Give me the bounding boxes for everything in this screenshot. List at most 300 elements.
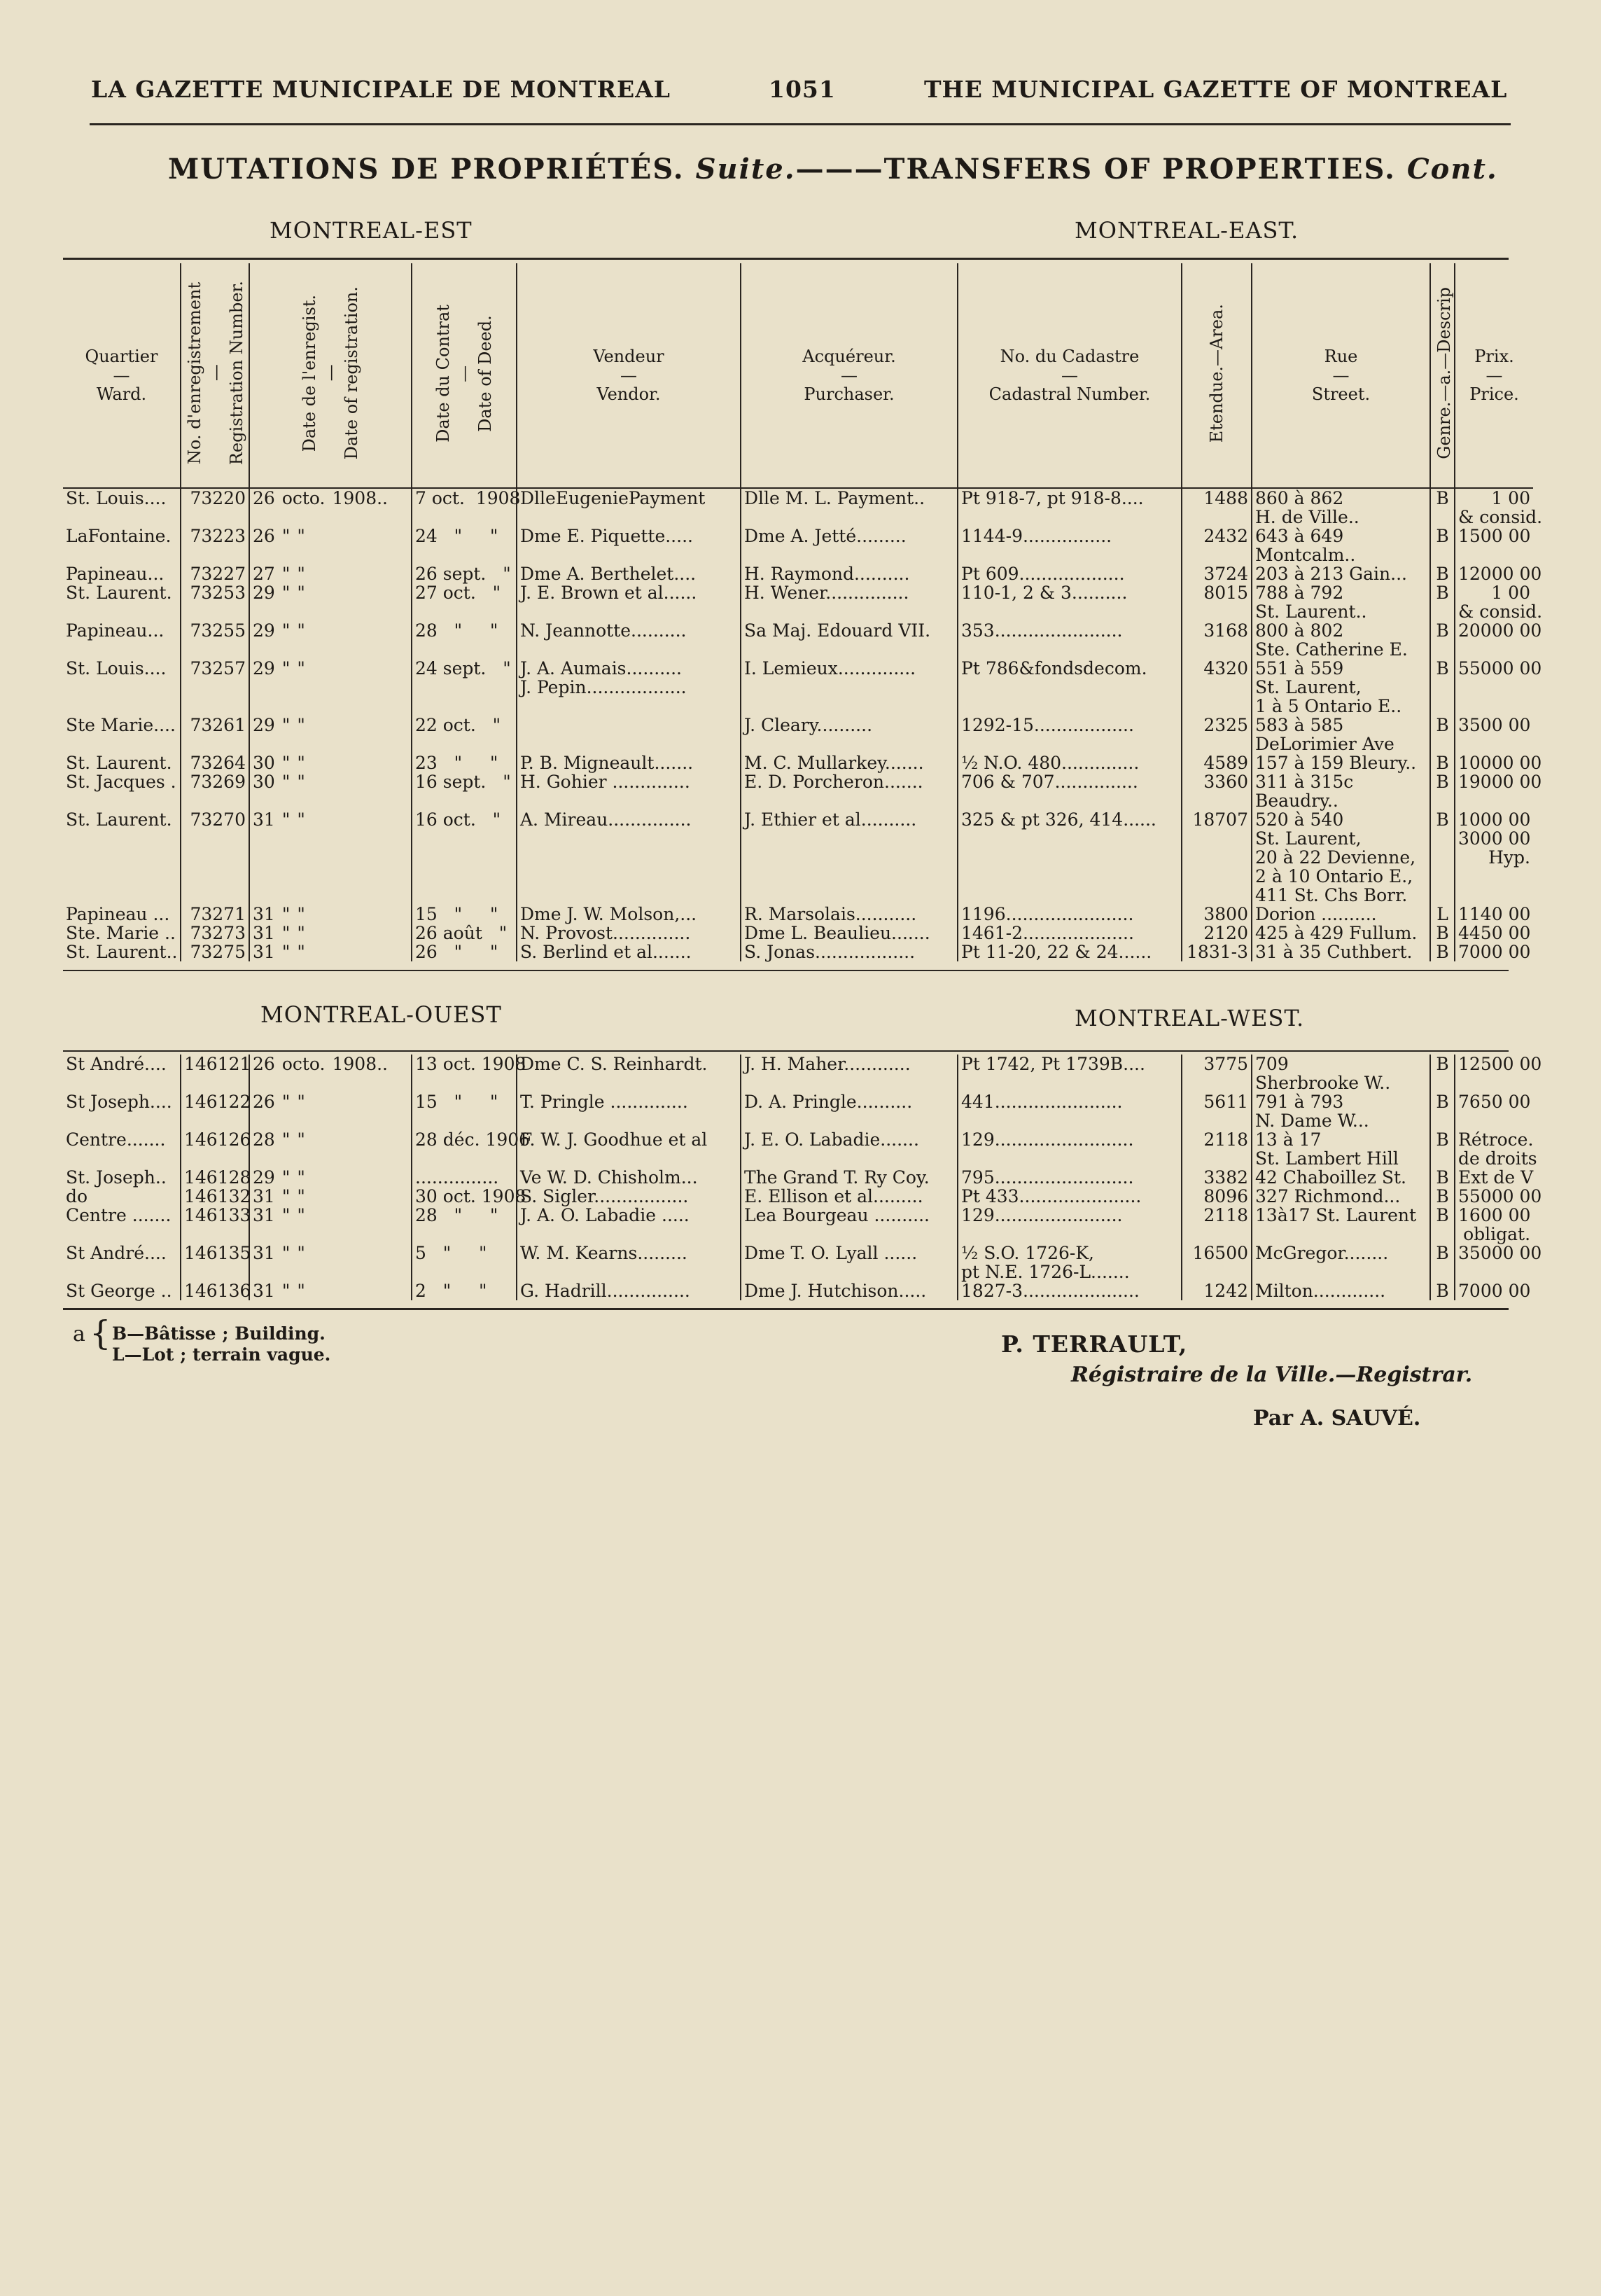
area-cell-text: 16500 — [1192, 1243, 1249, 1263]
deeddate-cell-text: 26 août " — [415, 923, 508, 943]
regdate-cell — [249, 716, 412, 753]
regno-cell-text: 73269 — [190, 772, 246, 792]
ward-cell — [63, 924, 181, 942]
deeddate-cell — [412, 1092, 517, 1130]
vendor-cell — [517, 1130, 741, 1168]
regdate-day: 31 — [253, 1186, 275, 1206]
area-cell — [1182, 527, 1252, 564]
deeddate-cell-text: 27 oct. " — [415, 583, 501, 603]
ward-cell-text: Papineau... — [66, 620, 165, 641]
col-genre-header: Genre.—a.—Descrip — [1430, 263, 1455, 488]
street-cell — [1252, 1055, 1430, 1092]
regdate-cell — [249, 1206, 412, 1244]
regdate-month: " — [281, 658, 291, 679]
ward-cell-text: St. Laurent. — [66, 809, 172, 830]
area-cell-text: 2118 — [1203, 1205, 1249, 1225]
deeddate-cell-text: 28 " " — [415, 620, 498, 641]
regdate-year: " — [297, 564, 305, 584]
regdate-day: 28 — [253, 1129, 275, 1150]
genre-cell — [1430, 772, 1455, 810]
vendor-cell — [517, 1281, 741, 1300]
vendor-cell — [517, 583, 741, 621]
deeddate-cell — [412, 772, 517, 810]
purchaser-cell — [741, 583, 958, 621]
vendor-cell-text: H. Gohier .............. — [520, 772, 690, 792]
purchaser-cell — [741, 810, 958, 905]
regdate-year: " — [297, 1186, 305, 1206]
area-cell — [1182, 1244, 1252, 1281]
col-regno-header: No. d'enregistrement — Registration Number. — [181, 263, 249, 488]
regdate-year: " — [297, 1129, 305, 1150]
cadastral-cell-text: Pt 433...................... — [961, 1186, 1142, 1206]
purchaser-cell-text: H. Wener............... — [744, 583, 909, 603]
table-row — [63, 942, 1533, 961]
legend-brace: { — [90, 1314, 111, 1353]
ward-cell-text: St. Laurent. — [66, 583, 172, 603]
vendor-cell — [517, 942, 741, 961]
deeddate-cell-text: 2 " " — [415, 1281, 487, 1301]
ward-cell — [63, 1055, 181, 1092]
cadastral-cell-text: 110-1, 2 & 3.......... — [961, 583, 1128, 603]
price-cell-text: 12000 00 — [1458, 564, 1542, 584]
cadastral-cell — [958, 753, 1182, 772]
cadastral-cell-text: 353....................... — [961, 620, 1123, 641]
cadastral-cell-text: ½ N.O. 480.............. — [961, 753, 1140, 773]
ward-cell-text: Centre....... — [66, 1129, 166, 1150]
regdate-year: " — [297, 1167, 305, 1188]
genre-cell — [1430, 1055, 1455, 1092]
vendor-cell-text: T. Pringle .............. — [520, 1092, 688, 1112]
header-left: LA GAZETTE MUNICIPALE DE MONTREAL — [91, 76, 671, 103]
purchaser-cell-text: E. D. Porcheron....... — [744, 772, 923, 792]
east-bottom-rule — [63, 970, 1509, 971]
purchaser-cell — [741, 716, 958, 753]
title-separator: ——— — [795, 153, 884, 186]
vendor-cell-text: N. Jeannotte.......... — [520, 620, 687, 641]
genre-cell — [1430, 753, 1455, 772]
street-cell — [1252, 1206, 1430, 1244]
area-cell-text: 4320 — [1203, 658, 1248, 679]
table-row — [63, 753, 1533, 772]
vendor-cell — [517, 905, 741, 924]
regdate-year: " — [297, 1281, 305, 1301]
legend-building: B—Bâtisse ; Building. — [112, 1323, 326, 1344]
price-cell-text: 55000 00 — [1458, 1186, 1542, 1206]
regno-cell-text: 73255 — [190, 620, 246, 641]
deeddate-cell — [412, 1206, 517, 1244]
section-east-en: MONTREAL-EAST. — [1075, 217, 1299, 244]
ward-cell — [63, 1206, 181, 1244]
regno-cell-text: 73227 — [190, 564, 246, 584]
regdate-year: " — [297, 753, 305, 773]
regdate-month: " — [281, 1092, 291, 1112]
ward-cell — [63, 1244, 181, 1281]
genre-cell-text: B — [1436, 772, 1449, 792]
regno-cell — [181, 1130, 249, 1168]
genre-cell-text: B — [1436, 526, 1449, 546]
cadastral-cell-text: 1461-2.................... — [961, 923, 1134, 943]
deeddate-cell-text: 28 déc. 1906 — [415, 1129, 531, 1150]
area-cell-text: 18707 — [1192, 809, 1248, 830]
ward-cell-text: LaFontaine. — [66, 526, 172, 546]
vendor-cell — [517, 753, 741, 772]
area-cell-text: 1242 — [1203, 1281, 1249, 1301]
vendor-cell-text: Ve W. D. Chisholm... — [520, 1167, 698, 1188]
purchaser-cell — [741, 905, 958, 924]
regno-cell — [181, 772, 249, 810]
regdate-year: " — [297, 809, 305, 830]
street-cell — [1252, 583, 1430, 621]
regdate-cell — [249, 1055, 412, 1092]
cadastral-cell — [958, 1281, 1182, 1300]
regno-cell-text: 73270 — [190, 809, 246, 830]
regdate-year: " — [297, 526, 305, 546]
street-cell — [1252, 1187, 1430, 1206]
area-cell-text: 3168 — [1203, 620, 1248, 641]
regdate-year: " — [297, 1243, 305, 1263]
street-cell — [1252, 810, 1430, 905]
legend-a-marker: a — [73, 1322, 85, 1347]
genre-cell — [1430, 488, 1455, 527]
page-number: 1051 — [769, 76, 836, 103]
regno-cell-text: 73261 — [190, 715, 246, 735]
cadastral-cell-text: 1827-3..................... — [961, 1281, 1140, 1301]
purchaser-cell-text: J. E. O. Labadie....... — [744, 1129, 919, 1150]
deeddate-cell — [412, 621, 517, 659]
ward-cell — [63, 488, 181, 527]
ward-cell — [63, 716, 181, 753]
deeddate-cell-text: 13 oct. 1908 — [415, 1054, 526, 1074]
regdate-cell — [249, 1244, 412, 1281]
cadastral-cell — [958, 659, 1182, 716]
title-fr-suffix: Suite. — [695, 153, 796, 186]
price-cell — [1455, 488, 1543, 527]
deeddate-cell-text: 16 oct. " — [415, 809, 501, 830]
street-cell-text: 327 Richmond... — [1255, 1186, 1401, 1206]
street-cell — [1252, 942, 1430, 961]
street-cell — [1252, 1092, 1430, 1130]
vendor-cell — [517, 1187, 741, 1206]
genre-cell — [1430, 942, 1455, 961]
genre-cell-text: B — [1436, 809, 1449, 830]
purchaser-cell-text: Dme A. Jetté......... — [744, 526, 907, 546]
vendor-cell — [517, 772, 741, 810]
genre-cell — [1430, 716, 1455, 753]
street-cell-text: 13 à 17 St. Lambert Hill — [1255, 1129, 1399, 1169]
price-cell-text: 3500 00 — [1458, 715, 1531, 735]
area-cell — [1182, 716, 1252, 753]
area-cell — [1182, 488, 1252, 527]
vendor-cell-text: DlleEugeniePayment — [520, 488, 706, 508]
area-cell-text: 3775 — [1203, 1054, 1249, 1074]
regno-cell-text: 146126 — [184, 1129, 251, 1150]
regdate-cell — [249, 564, 412, 583]
vendor-cell-text: P. B. Migneault....... — [520, 753, 694, 773]
price-cell-text: 4450 00 — [1458, 923, 1531, 943]
ward-cell — [63, 659, 181, 716]
table-row — [63, 1244, 1533, 1281]
deeddate-cell — [412, 564, 517, 583]
price-cell — [1455, 810, 1533, 905]
regno-cell — [181, 564, 249, 583]
registrar-role: Régistraire de la Ville.—Registrar. — [1071, 1363, 1473, 1387]
purchaser-cell-text: Dlle M. L. Payment.. — [744, 488, 925, 508]
legend-lot: L—Lot ; terrain vague. — [112, 1344, 331, 1365]
area-cell — [1182, 1092, 1252, 1130]
regno-cell-text: 73257 — [190, 658, 246, 679]
price-cell-text: 1 00 & consid. — [1458, 583, 1543, 622]
purchaser-cell — [741, 1055, 958, 1092]
ward-cell — [63, 564, 181, 583]
deeddate-cell — [412, 753, 517, 772]
regno-cell — [181, 810, 249, 905]
street-cell — [1252, 1281, 1430, 1300]
cadastral-cell — [958, 1187, 1182, 1206]
street-cell-text: 425 à 429 Fullum. — [1255, 923, 1418, 943]
genre-cell-text: B — [1436, 488, 1449, 508]
area-cell-text: 1488 — [1203, 488, 1248, 508]
ward-cell-text: St André.... — [66, 1054, 167, 1074]
purchaser-cell-text: S. Jonas.................. — [744, 942, 916, 962]
table-row — [63, 772, 1533, 810]
area-cell-text: 3724 — [1203, 564, 1248, 584]
price-cell-text: 1000 00 3000 00 Hyp. — [1458, 809, 1531, 868]
header-right: THE MUNICIPAL GAZETTE OF MONTREAL — [924, 76, 1508, 103]
table-row — [63, 527, 1533, 564]
deeddate-cell — [412, 1168, 517, 1187]
regdate-day: 29 — [253, 620, 275, 641]
table-row — [63, 1281, 1533, 1300]
regno-cell — [181, 905, 249, 924]
genre-cell-text: B — [1436, 1205, 1449, 1225]
ward-cell-text: Papineau... — [66, 564, 165, 584]
regdate-day: 31 — [253, 1243, 275, 1263]
price-cell — [1455, 905, 1533, 924]
vendor-cell — [517, 527, 741, 564]
purchaser-cell — [741, 659, 958, 716]
street-cell-text: Milton............. — [1255, 1281, 1386, 1301]
purchaser-cell — [741, 1168, 958, 1187]
col-ward-header: Quartier — Ward. — [63, 263, 181, 488]
deeddate-cell-text: ............... — [415, 1167, 499, 1188]
regdate-day: 29 — [253, 1167, 275, 1188]
regdate-year: " — [297, 904, 305, 924]
purchaser-cell — [741, 527, 958, 564]
street-cell — [1252, 1168, 1430, 1187]
cadastral-cell-text: 795......................... — [961, 1167, 1134, 1188]
regdate-day: 31 — [253, 923, 275, 943]
ward-cell-text: Ste. Marie .. — [66, 923, 176, 943]
deeddate-cell-text: 26 sept. " — [415, 564, 511, 584]
street-cell-text: Dorion .......... — [1255, 904, 1377, 924]
regdate-day: 30 — [253, 753, 275, 773]
deeddate-cell — [412, 1129, 531, 1168]
col-purchaser-header: Acquéreur. — Purchaser. — [741, 263, 958, 488]
regdate-year: " — [297, 923, 305, 943]
regno-cell — [181, 1055, 249, 1092]
area-cell — [1182, 1206, 1252, 1244]
vendor-cell-text: Dme A. Berthelet.... — [520, 564, 697, 584]
purchaser-cell-text: I. Lemieux.............. — [744, 658, 916, 679]
street-cell-text: 860 à 862 H. de Ville.. — [1255, 488, 1359, 527]
regdate-cell — [249, 1130, 412, 1168]
cadastral-cell — [958, 1130, 1182, 1168]
regdate-month: octo. — [281, 1054, 326, 1074]
regdate-day: 27 — [253, 564, 275, 584]
price-cell — [1455, 1054, 1542, 1092]
ward-cell-text: St. Laurent. — [66, 753, 172, 773]
vendor-cell — [517, 810, 741, 905]
purchaser-cell-text: M. C. Mullarkey....... — [744, 753, 924, 773]
ward-cell-text: St André.... — [66, 1243, 167, 1263]
regno-cell — [181, 1244, 249, 1281]
deeddate-cell — [412, 905, 517, 924]
regno-cell-text: 73275 — [190, 942, 246, 962]
price-cell-text: 20000 00 — [1458, 620, 1542, 641]
regdate-month: octo. — [281, 488, 326, 508]
section-west-fr: MONTREAL-OUEST — [260, 1001, 502, 1028]
price-cell — [1455, 1206, 1533, 1244]
cadastral-cell-text: 325 & pt 326, 414...... — [961, 809, 1156, 830]
street-cell-text: 791 à 793 N. Dame W... — [1255, 1092, 1369, 1131]
genre-cell — [1430, 1281, 1455, 1300]
regdate-month: " — [281, 1129, 291, 1150]
price-cell — [1455, 1129, 1537, 1169]
vendor-cell — [517, 1055, 741, 1092]
ward-cell-text: St. Laurent.. — [66, 942, 178, 962]
ward-cell — [63, 942, 181, 961]
purchaser-cell — [741, 488, 958, 527]
street-cell-text: 31 à 35 Cuthbert. — [1255, 942, 1413, 962]
vendor-cell-text: J. A. O. Labadie ..... — [520, 1205, 690, 1225]
cadastral-cell — [958, 772, 1182, 810]
area-cell-text: 8096 — [1203, 1186, 1249, 1206]
vendor-cell-text: A. Mireau............... — [520, 809, 692, 830]
area-cell — [1182, 621, 1252, 659]
regdate-month: " — [281, 1281, 291, 1301]
col-regdate-header: Date de l'enregist. — Date of registration. — [249, 263, 412, 488]
vendor-cell — [517, 621, 741, 659]
cadastral-cell — [958, 621, 1182, 659]
regdate-month: " — [281, 753, 291, 773]
street-cell — [1252, 1244, 1430, 1281]
price-cell — [1455, 1186, 1542, 1206]
street-cell-text: 788 à 792 St. Laurent.. — [1255, 583, 1367, 622]
regdate-day: 31 — [253, 809, 275, 830]
purchaser-cell-text: The Grand T. Ry Coy. — [744, 1167, 930, 1188]
regno-cell — [181, 924, 249, 942]
cadastral-cell — [958, 942, 1182, 961]
street-cell — [1252, 905, 1430, 924]
ward-cell-text: do — [66, 1186, 88, 1206]
regdate-year: " — [297, 1092, 305, 1112]
regdate-cell — [249, 1281, 412, 1300]
cadastral-cell — [958, 1055, 1182, 1092]
purchaser-cell — [741, 621, 958, 659]
vendor-cell-text: W. M. Kearns......... — [520, 1243, 687, 1263]
vendor-cell-text: F. W. J. Goodhue et al — [520, 1129, 708, 1150]
page-title — [168, 153, 1498, 186]
regno-cell — [181, 1168, 249, 1187]
purchaser-cell — [741, 1130, 958, 1168]
regdate-cell — [249, 621, 412, 659]
purchaser-cell-text: Dme L. Beaulieu....... — [744, 923, 930, 943]
genre-cell-text: L — [1436, 904, 1448, 924]
price-cell — [1455, 772, 1542, 810]
regdate-year: 1908.. — [332, 1054, 389, 1074]
regdate-month: " — [281, 715, 291, 735]
signed-by: Par A. SAUVÉ. — [1253, 1406, 1421, 1431]
vendor-cell — [517, 1206, 741, 1244]
ward-cell — [63, 1281, 181, 1300]
ward-cell — [63, 1187, 181, 1206]
cadastral-cell-text: 706 & 707............... — [961, 772, 1138, 792]
street-cell-text: 643 à 649 Montcalm.. — [1255, 526, 1356, 565]
regno-cell-text: 146135 — [184, 1243, 251, 1263]
cadastral-cell-text: Pt 918-7, pt 918-8.... — [961, 488, 1144, 508]
price-cell — [1455, 620, 1542, 659]
regdate-month: " — [281, 583, 291, 603]
ward-cell — [63, 753, 181, 772]
regno-cell-text: 146128 — [184, 1167, 251, 1188]
purchaser-cell — [741, 1206, 958, 1244]
ward-cell-text: St. Jacques . — [66, 772, 176, 792]
genre-cell-text: B — [1436, 564, 1449, 584]
table-row — [63, 583, 1533, 621]
area-cell-text: 4589 — [1203, 753, 1248, 773]
regdate-day: 26 — [253, 1054, 275, 1074]
genre-cell-text: B — [1436, 1243, 1449, 1263]
regdate-year: " — [297, 715, 305, 735]
purchaser-cell-text: J. H. Maher............ — [744, 1054, 911, 1074]
ward-cell-text: St. Louis.... — [66, 658, 167, 679]
deeddate-cell-text: 5 " " — [415, 1243, 487, 1263]
area-cell — [1182, 1168, 1252, 1187]
regdate-cell — [249, 924, 412, 942]
regdate-year: " — [297, 658, 305, 679]
area-cell — [1182, 583, 1252, 621]
regdate-day: 26 — [253, 488, 275, 508]
regdate-month: " — [281, 564, 291, 584]
regno-cell — [181, 716, 249, 753]
regno-cell — [181, 659, 249, 716]
regdate-day: 29 — [253, 658, 275, 679]
deeddate-cell-text: 24 sept. " — [415, 658, 511, 679]
purchaser-cell-text: Dme T. O. Lyall ...... — [744, 1243, 918, 1263]
area-cell — [1182, 564, 1252, 583]
genre-cell — [1430, 1168, 1455, 1187]
street-cell-text: 157 à 159 Bleury.. — [1255, 753, 1417, 773]
deeddate-cell-text: 15 " " — [415, 1092, 498, 1112]
cadastral-cell-text: 129......................... — [961, 1129, 1134, 1150]
price-cell — [1455, 1092, 1533, 1130]
purchaser-cell — [741, 564, 958, 583]
regdate-year: 1908.. — [332, 488, 389, 508]
table-row — [63, 488, 1533, 527]
ward-cell — [63, 772, 181, 810]
price-cell — [1455, 942, 1533, 961]
regno-cell — [181, 583, 249, 621]
regno-cell-text: 146122 — [184, 1092, 251, 1112]
area-cell-text: 3800 — [1203, 904, 1248, 924]
regdate-year: " — [297, 620, 305, 641]
vendor-cell — [517, 1244, 741, 1281]
cadastral-cell-text: Pt 786&fondsdecom. — [961, 658, 1147, 679]
regdate-month: " — [281, 923, 291, 943]
regno-cell-text: 73273 — [190, 923, 246, 943]
area-cell — [1182, 659, 1252, 716]
regdate-cell — [249, 753, 412, 772]
